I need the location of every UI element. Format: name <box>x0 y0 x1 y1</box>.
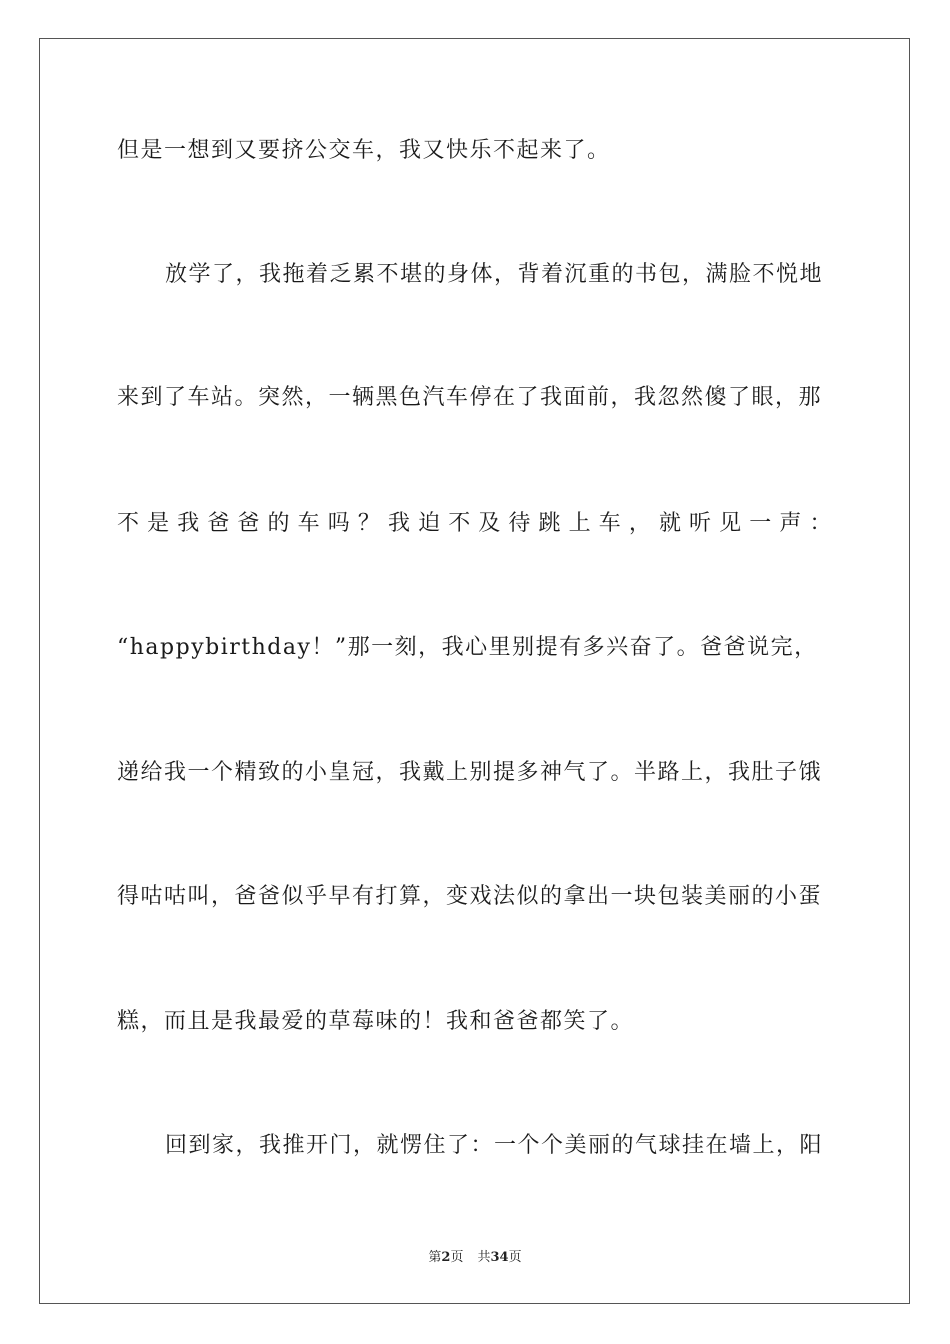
page-border <box>39 38 910 1304</box>
page-footer <box>0 1246 950 1265</box>
text-line-6: 递给我一个精致的小皇冠，我戴上别提多神气了。半路上，我肚子饿 <box>117 760 823 785</box>
text-line-9: 回到家，我推开门，就愣住了：一个个美丽的气球挂在墙上，阳 <box>165 1133 824 1158</box>
text-line-8: 糕，而且是我最爱的草莓味的！我和爸爸都笑了。 <box>117 1009 635 1034</box>
current-page-number: 2 <box>441 1250 451 1265</box>
text-line-3: 来到了车站。突然，一辆黑色汽车停在了我面前，我忽然傻了眼，那 <box>117 385 823 410</box>
text-line-5: “happybirthday！”那一刻，我心里别提有多兴奋了。爸爸说完， <box>117 635 818 660</box>
page-unit: 页 <box>450 1250 464 1265</box>
text-line-4: 不是我爸爸的车吗？我迫不及待跳上车，就听见一声： <box>117 511 833 536</box>
total-unit: 页 <box>508 1250 522 1265</box>
text-line-1: 但是一想到又要挤公交车，我又快乐不起来了。 <box>117 138 611 163</box>
total-prefix: 共 <box>477 1250 491 1265</box>
page-prefix: 第 <box>428 1250 442 1265</box>
text-line-2: 放学了，我拖着乏累不堪的身体，背着沉重的书包，满脸不悦地 <box>165 262 824 287</box>
total-page-number: 34 <box>490 1250 509 1265</box>
text-line-7: 得咕咕叫，爸爸似乎早有打算，变戏法似的拿出一块包装美丽的小蛋 <box>117 884 823 909</box>
